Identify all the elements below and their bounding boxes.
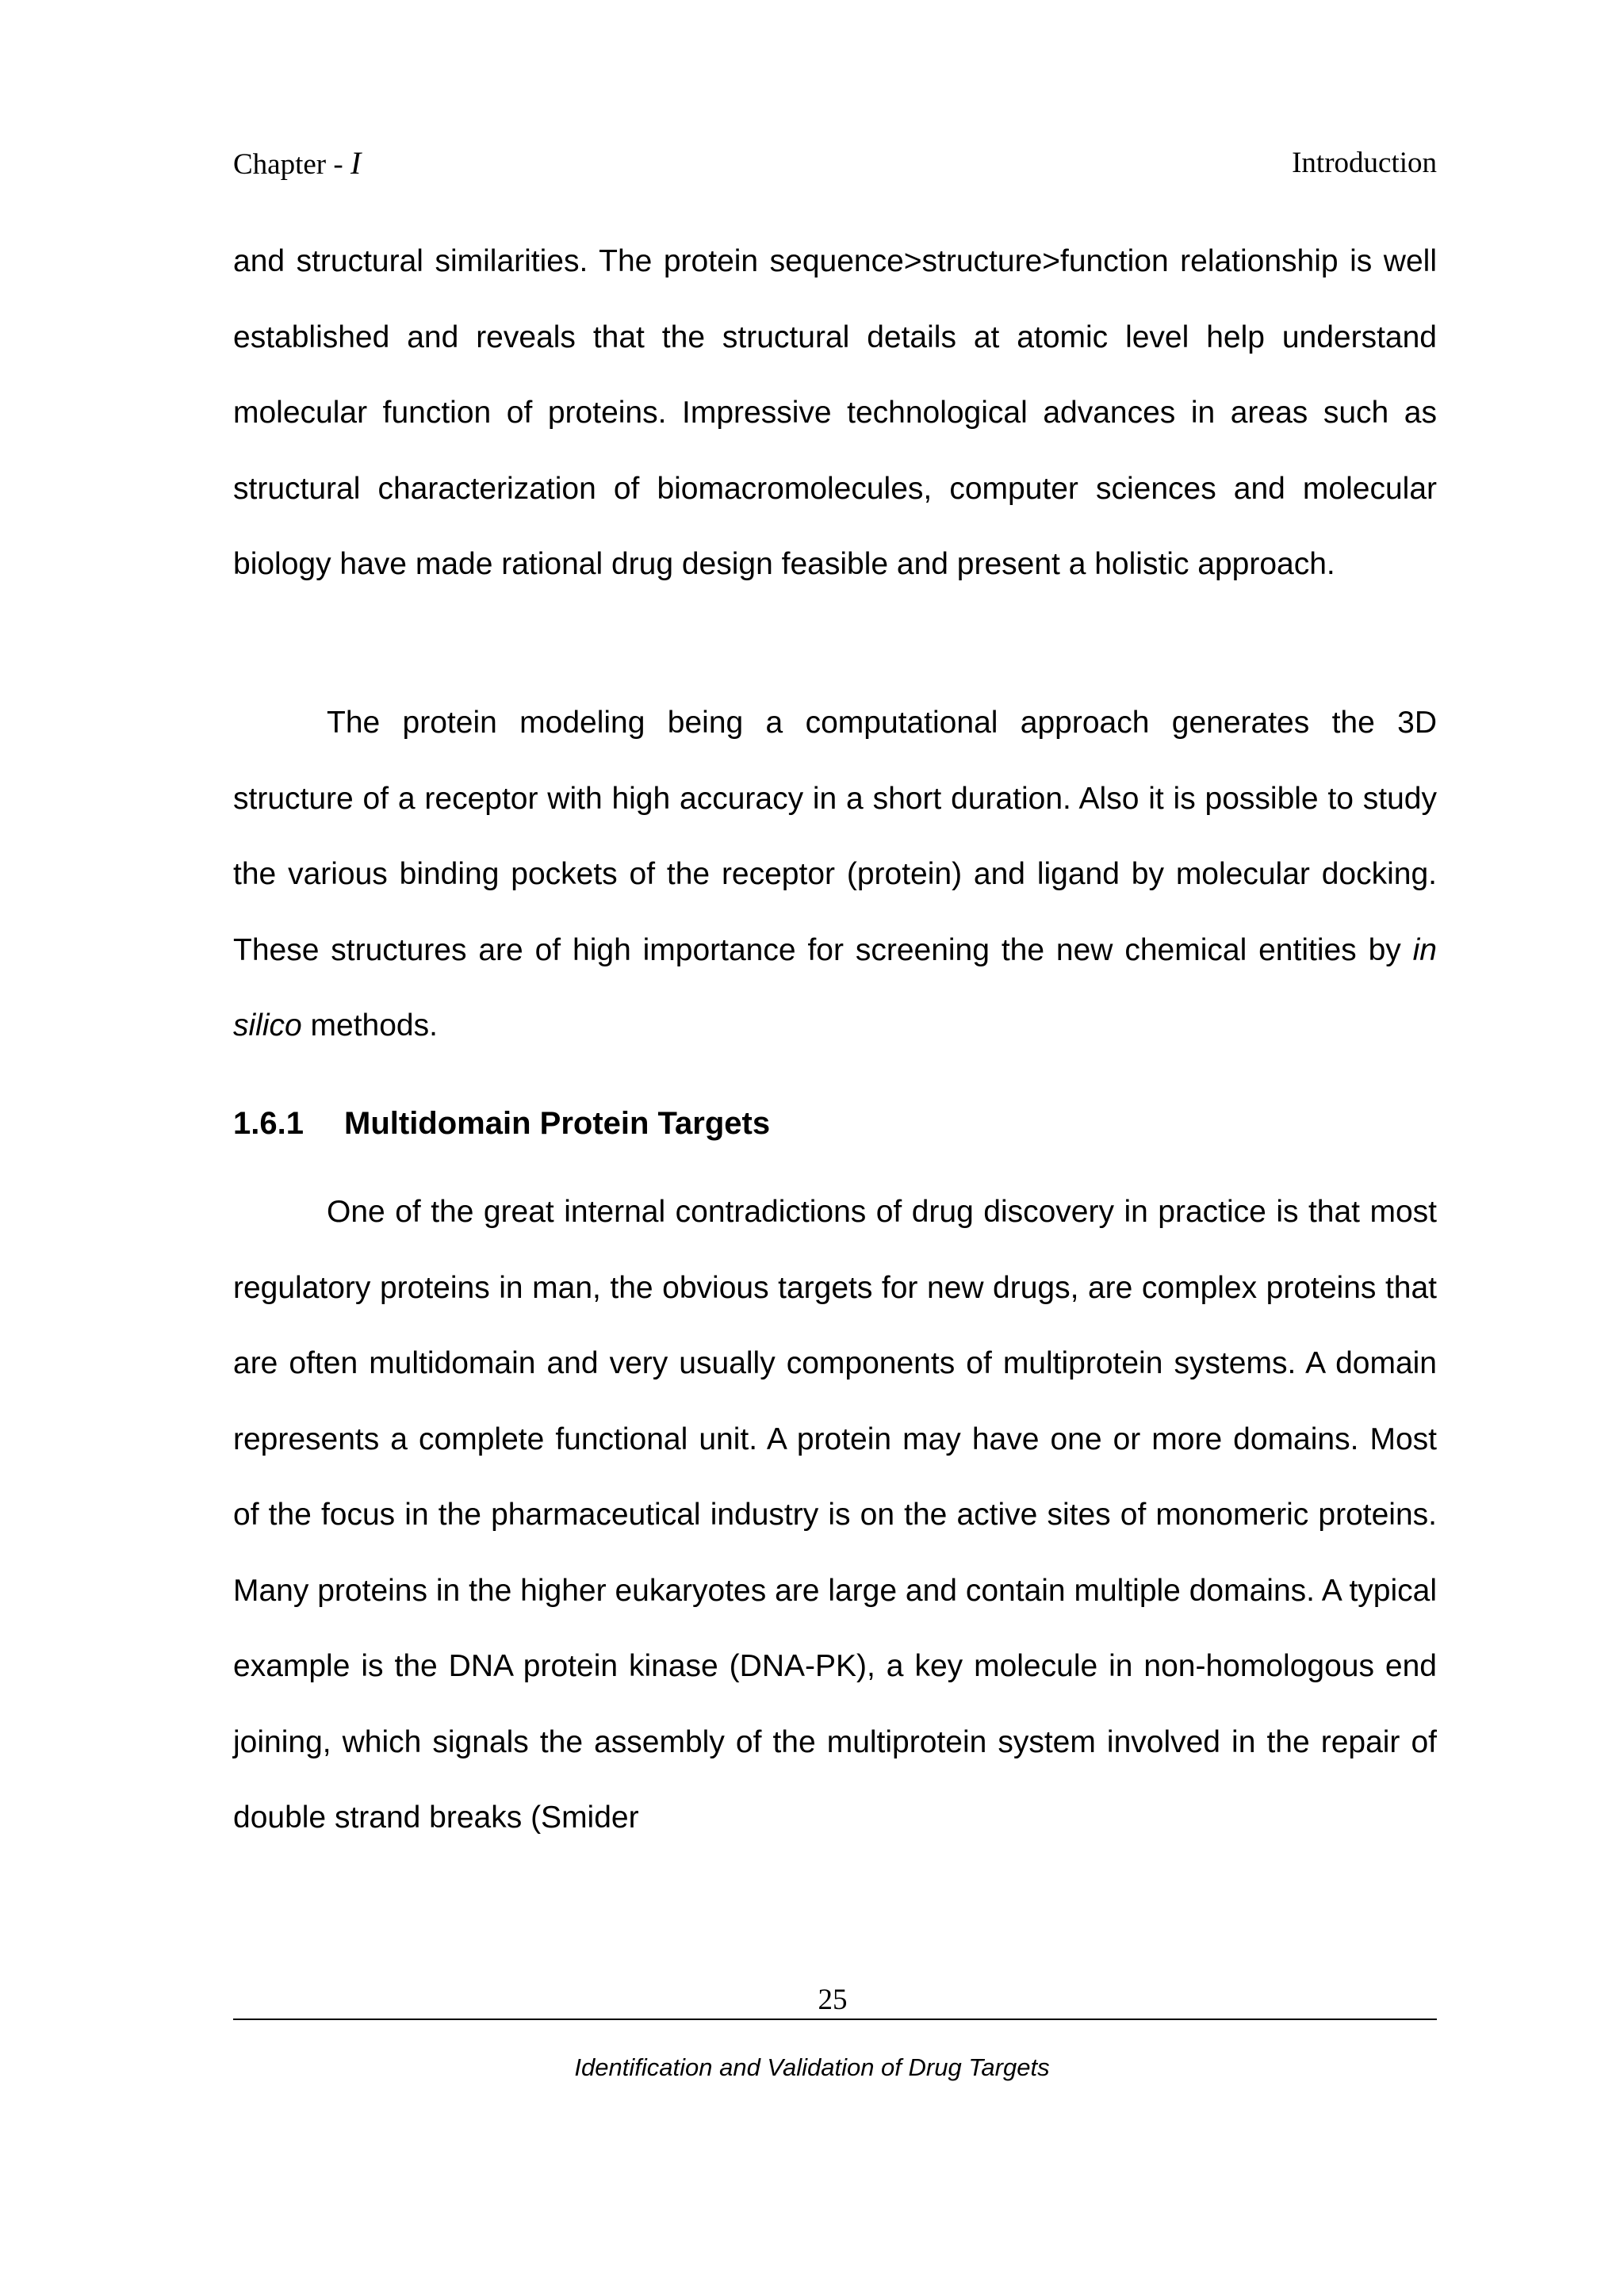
section-number: 1.6.1	[233, 1106, 304, 1141]
footer-divider	[233, 2019, 1437, 2020]
paragraph-2	[233, 685, 1437, 1064]
page-number: 25	[818, 1984, 848, 2016]
paragraph-2-text-a: The protein modeling being a computational approach generates the 3D structure of a receptor with high accuracy in a short duration. Also it is possible to study the various binding pockets of the receptor (protein) and ligand by molecular docking. These structures are of high importance for screening the new chemical entities by	[233, 706, 1437, 967]
paragraph-2-italic: in silico	[233, 932, 1437, 1043]
chapter-label: Chapter - I	[233, 145, 362, 181]
section-label: Introduction	[1292, 147, 1437, 179]
paragraph-3: One of the great internal contradictions of drug discovery in practice is that most regulatory proteins in man, the obvious targets for new drugs, are complex proteins that are often multidomain and very usually components of multiprotein systems. A domain represents a complete functional unit. A protein may have one or more domains. Most of the focus in the pharmaceutical industry is on the active sites of monomeric proteins. Many proteins in the higher eukaryotes are large and contain multiple domains. A typical example is the DNA protein kinase (DNA-PK), a key molecule in non-homologous end joining, which signals the assembly of the multiprotein system involved in the repair of double strand breaks (Smider	[233, 1195, 1437, 1835]
paragraph-1: and structural similarities. The protein sequence>structure>function relationship is well established and reveals that the structural details at atomic level help understand molecular function of proteins. Impressive technological advances in areas such as structural characterization of biomacromolecules, computer sciences and molecular biology have made rational drug design feasible and present a holistic approach.	[233, 244, 1437, 581]
footer-title: Identification and Validation of Drug Targets	[574, 2053, 1050, 2081]
chapter-numeral: I	[350, 145, 362, 181]
section-title: Multidomain Protein Targets	[344, 1106, 771, 1141]
paragraph-2-text-b: methods.	[301, 1008, 438, 1043]
section-heading	[233, 1086, 770, 1161]
page-header	[233, 141, 1437, 186]
